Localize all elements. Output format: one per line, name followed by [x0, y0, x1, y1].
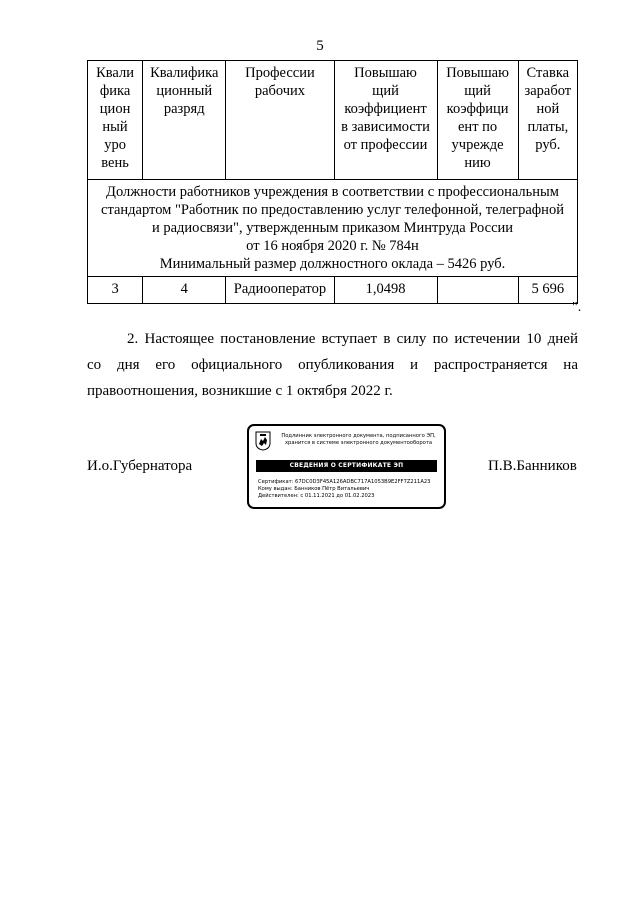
positions-table: [87, 60, 578, 304]
header-line: Квалифика: [150, 65, 219, 81]
header-line: руб.: [535, 137, 561, 153]
section-line: и радиосвязи", утвержденным приказом Минтруда России: [151, 220, 514, 236]
header-line: цион: [99, 101, 131, 117]
header-coef-institution: [437, 61, 518, 180]
section-line: Минимальный размер должностного оклада – 5426 руб.: [159, 256, 506, 272]
header-line: вень: [101, 155, 129, 171]
cell-profession: Радиооператор: [226, 277, 334, 304]
header-line: ной: [536, 101, 560, 117]
paragraph-line: правоотношения, возникшие с 1 октября 2022 г.: [87, 383, 393, 399]
header-line: платы,: [527, 119, 569, 135]
stamp-certificate-bar: СВЕДЕНИЯ О СЕРТИФИКАТЕ ЭП: [256, 460, 437, 472]
header-line: Ставка: [526, 65, 570, 81]
table-section-row: [88, 180, 578, 277]
section-line: Должности работников учреждения в соответствии с профессиональным: [106, 184, 559, 200]
paragraph-line: 2. Настоящее постановление вступает в силу по истечении 10 дней: [127, 331, 578, 347]
header-line: коэффициент: [344, 101, 427, 117]
header-line: Квали: [96, 65, 134, 81]
header-salary-rate: [518, 61, 577, 180]
signer-title: И.о.Губернатора: [87, 458, 193, 474]
header-qualification-grade: [143, 61, 226, 180]
header-line: щий: [372, 83, 399, 99]
stamp-header-line: хранится в системе электронного документооборота: [284, 439, 433, 446]
table-header-row: [88, 61, 578, 180]
header-qualification-level: [88, 61, 143, 180]
section-description: [88, 180, 578, 277]
header-line: рабочих: [254, 83, 306, 99]
table-row: [88, 277, 578, 304]
header-professions: [226, 61, 334, 180]
paragraph-line: со дня его официального опубликования и распространяется на: [87, 357, 578, 373]
coat-of-arms-icon: [255, 431, 271, 451]
header-line: в зависимости: [341, 119, 430, 135]
cell-level: 3: [88, 277, 143, 304]
stamp-certificate-line: Сертификат: 67DC0D3F45A126ADBC717A1053B9E2FF7Z211A23: [258, 479, 431, 485]
stamp-header-line: Подлинник электронного документа, подписанного ЭП,: [281, 433, 436, 439]
page-number: 5: [316, 38, 324, 54]
stamp-header: [276, 433, 441, 446]
header-line: нию: [464, 155, 491, 171]
header-line: Повышаю: [446, 65, 509, 81]
header-coef-profession: [334, 61, 437, 180]
header-line: ный: [102, 119, 128, 135]
header-line: заработ: [524, 83, 572, 99]
stamp-details: [258, 479, 443, 500]
header-line: разряд: [163, 101, 205, 117]
header-line: ционный: [156, 83, 213, 99]
header-line: от профессии: [343, 137, 428, 153]
stamp-validity-line: Действителен: с 01.11.2021 до 01.02.2023: [258, 493, 375, 499]
section-line: от 16 ноября 2020 г. № 784н: [246, 238, 419, 254]
electronic-signature-stamp: [247, 424, 446, 509]
header-line: щий: [464, 83, 491, 99]
stamp-owner-line: Кому выдан: Банников Пётр Витальевич: [258, 486, 370, 492]
paragraph-effective-date: [87, 326, 578, 404]
header-line: коэффици: [446, 101, 509, 117]
header-line: ент по: [458, 119, 498, 135]
signer-name: П.В.Банников: [488, 458, 577, 474]
header-line: учрежде: [451, 137, 504, 153]
header-line: Повышаю: [354, 65, 417, 81]
section-line: стандартом "Работник по предоставлению услуг телефонной, телеграфной: [101, 202, 564, 218]
cell-coef-profession: 1,0498: [334, 277, 437, 304]
header-line: Профессии: [245, 65, 315, 81]
cell-rate: 5 696: [518, 277, 577, 304]
header-line: уро: [104, 137, 126, 153]
cell-grade: 4: [143, 277, 226, 304]
cell-coef-institution: [437, 277, 518, 304]
header-line: фика: [99, 83, 131, 99]
closing-quote: ".: [572, 300, 582, 315]
